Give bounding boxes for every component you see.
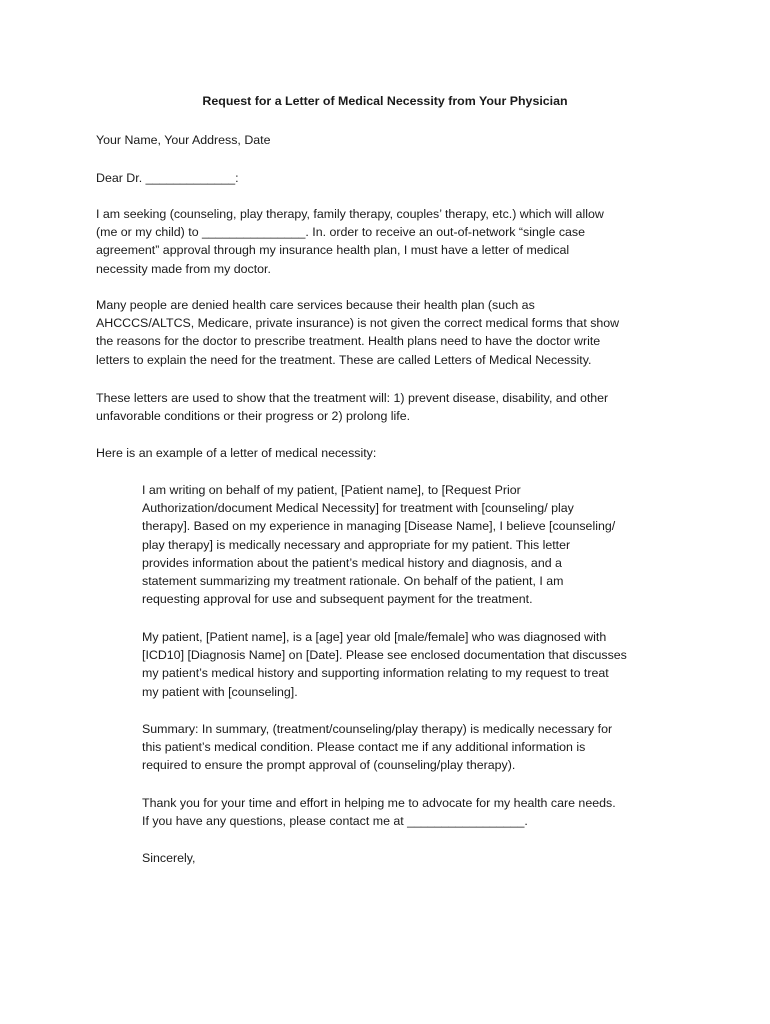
paragraph-line: required to ensure the prompt approval of (counseling/play therapy).	[142, 758, 516, 773]
paragraph-line: Many people are denied health care services because their health plan (such as	[96, 298, 535, 312]
example-intro-text: Here is an example of a letter of medical necessity:	[96, 446, 377, 460]
paragraph-line: AHCCCS/ALTCS, Medicare, private insurance) is not given the correct medical forms that show	[96, 316, 620, 331]
paragraph-line: requesting approval for use and subsequent payment for the treatment.	[142, 592, 533, 607]
paragraph-line: Authorization/document Medical Necessity] for treatment with [counseling/ play	[142, 501, 574, 516]
example-paragraph-patient	[142, 628, 690, 701]
salutation	[96, 169, 690, 187]
paragraph-line: this patient’s medical condition. Please contact me if any additional information is	[142, 740, 586, 755]
example-intro	[96, 444, 690, 462]
paragraph-line: statement summarizing my treatment rationale. On behalf of the patient, I am	[142, 574, 564, 589]
document-title: Request for a Letter of Medical Necessity from Your Physician	[202, 94, 568, 108]
paragraph-line: provides information about the patient’s medical history and diagnosis, and a	[142, 555, 562, 570]
paragraph-line: play therapy] is medically necessary and appropriate for my patient. This letter	[142, 537, 571, 552]
paragraph-request	[96, 205, 690, 278]
paragraph-line: necessity made from my doctor.	[96, 261, 271, 276]
paragraph-line: These letters are used to show that the treatment will: 1) prevent disease, disability, and other	[96, 391, 609, 405]
header-line	[96, 131, 690, 149]
example-paragraph-summary	[142, 720, 690, 775]
paragraph-line: (me or my child) to _______________. In. order to receive an out-of-network “single case	[96, 225, 586, 240]
closing-text: Sincerely,	[142, 851, 196, 865]
paragraph-line: therapy]. Based on my experience in managing [Disease Name], I believe [counseling/	[142, 519, 616, 534]
paragraph-line: agreement” approval through my insurance health plan, I must have a letter of medical	[96, 243, 570, 258]
paragraph-line: I am writing on behalf of my patient, [Patient name], to [Request Prior	[142, 483, 521, 497]
header-line-text: Your Name, Your Address, Date	[96, 133, 271, 147]
paragraph-letters-purpose	[96, 389, 690, 425]
paragraph-line: letters to explain the need for the treatment. These are called Letters of Medical Necessity.	[96, 352, 592, 367]
paragraph-line: the reasons for the doctor to prescribe treatment. Health plans need to have the doctor write	[96, 334, 601, 349]
paragraph-line: unfavorable conditions or their progress or 2) prolong life.	[96, 409, 411, 424]
paragraph-line: [ICD10] [Diagnosis Name] on [Date]. Please see enclosed documentation that discusses	[142, 648, 627, 663]
paragraph-line: I am seeking (counseling, play therapy, family therapy, couples’ therapy, etc.) which will allow	[96, 207, 604, 221]
paragraph-line: my patient with [counseling].	[142, 684, 298, 699]
paragraph-line: If you have any questions, please contact me at _________________.	[142, 814, 528, 829]
salutation-text: Dear Dr. _____________:	[96, 171, 239, 185]
paragraph-line: my patient’s medical history and supporting information relating to my request to treat	[142, 666, 609, 681]
paragraph-line: Summary: In summary, (treatment/counseling/play therapy) is medically necessary for	[142, 722, 613, 736]
paragraph-line: My patient, [Patient name], is a [age] year old [male/female] who was diagnosed with	[142, 630, 607, 644]
paragraph-line: Thank you for your time and effort in helping me to advocate for my health care needs.	[142, 796, 616, 810]
example-paragraph-behalf	[142, 481, 690, 608]
paragraph-denied-services	[96, 296, 690, 369]
closing	[142, 849, 690, 867]
example-paragraph-thanks	[142, 794, 690, 830]
